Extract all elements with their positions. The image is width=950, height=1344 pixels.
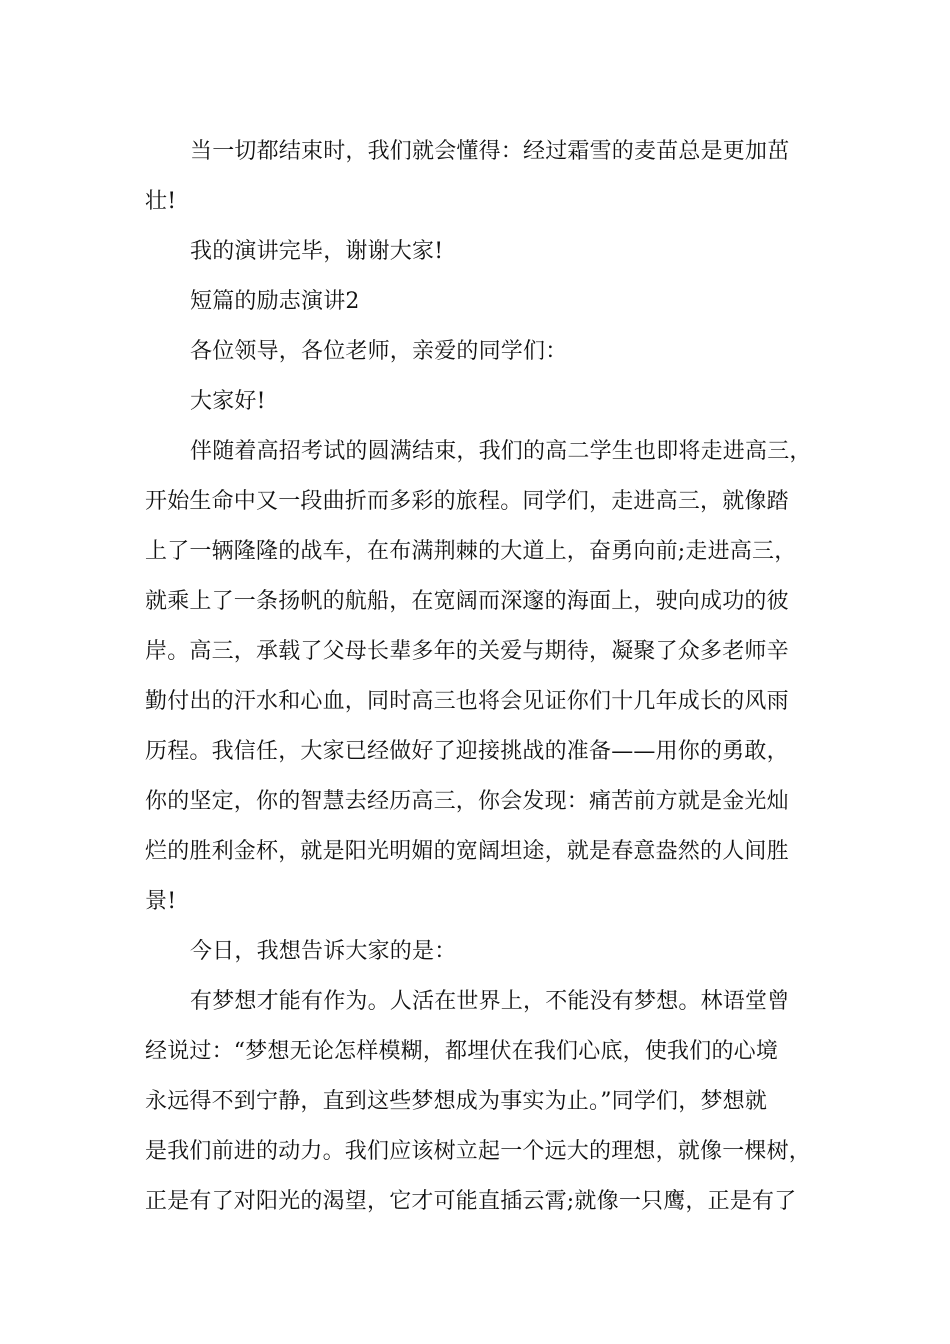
text-line: 就乘上了一条扬帆的航船，在宽阔而深邃的海面上，驶向成功的彼 <box>145 589 789 614</box>
text-line: 伴随着高招考试的圆满结束，我们的高二学生也即将走进高三， <box>190 439 812 464</box>
text-line: 上了一辆隆隆的战车，在布满荆棘的大道上，奋勇向前;走进高三， <box>145 539 797 564</box>
text-line: 壮! <box>145 189 177 214</box>
text-line: 大家好! <box>190 389 266 414</box>
text-line: 历程。我信任，大家已经做好了迎接挑战的准备——用你的勇敢， <box>145 739 789 764</box>
text-line: 正是有了对阳光的渴望，它才可能直插云霄;就像一只鹰，正是有了 <box>145 1189 797 1214</box>
text-line: 经说过：“梦想无论怎样模糊，都埋伏在我们心底，使我们的心境 <box>145 1039 779 1064</box>
text-line: 你的坚定，你的智慧去经历高三，你会发现：痛苦前方就是金光灿 <box>145 789 789 814</box>
text-line: 有梦想才能有作为。人活在世界上，不能没有梦想。林语堂曾 <box>190 989 790 1014</box>
text-line: 当一切都结束时，我们就会懂得：经过霜雪的麦苗总是更加茁 <box>190 139 790 164</box>
section-heading: 短篇的励志演讲2 <box>190 289 360 314</box>
text-line: 永远得不到宁静，直到这些梦想成为事实为止。”同学们，梦想就 <box>145 1089 768 1114</box>
text-line: 景! <box>145 889 177 914</box>
text-line: 开始生命中又一段曲折而多彩的旅程。同学们，走进高三，就像踏 <box>145 489 789 514</box>
text-line: 勤付出的汗水和心血，同时高三也将会见证你们十几年成长的风雨 <box>145 689 789 714</box>
text-line: 今日，我想告诉大家的是： <box>190 939 457 964</box>
text-line: 岸。高三，承载了父母长辈多年的关爱与期待，凝聚了众多老师辛 <box>145 639 789 664</box>
text-line: 我的演讲完毕，谢谢大家! <box>190 239 444 264</box>
text-line: 是我们前进的动力。我们应该树立起一个远大的理想，就像一棵树， <box>145 1139 812 1164</box>
text-line: 各位领导，各位老师，亲爱的同学们： <box>190 339 568 364</box>
text-line: 烂的胜利金杯，就是阳光明媚的宽阔坦途，就是春意盎然的人间胜 <box>145 839 789 864</box>
